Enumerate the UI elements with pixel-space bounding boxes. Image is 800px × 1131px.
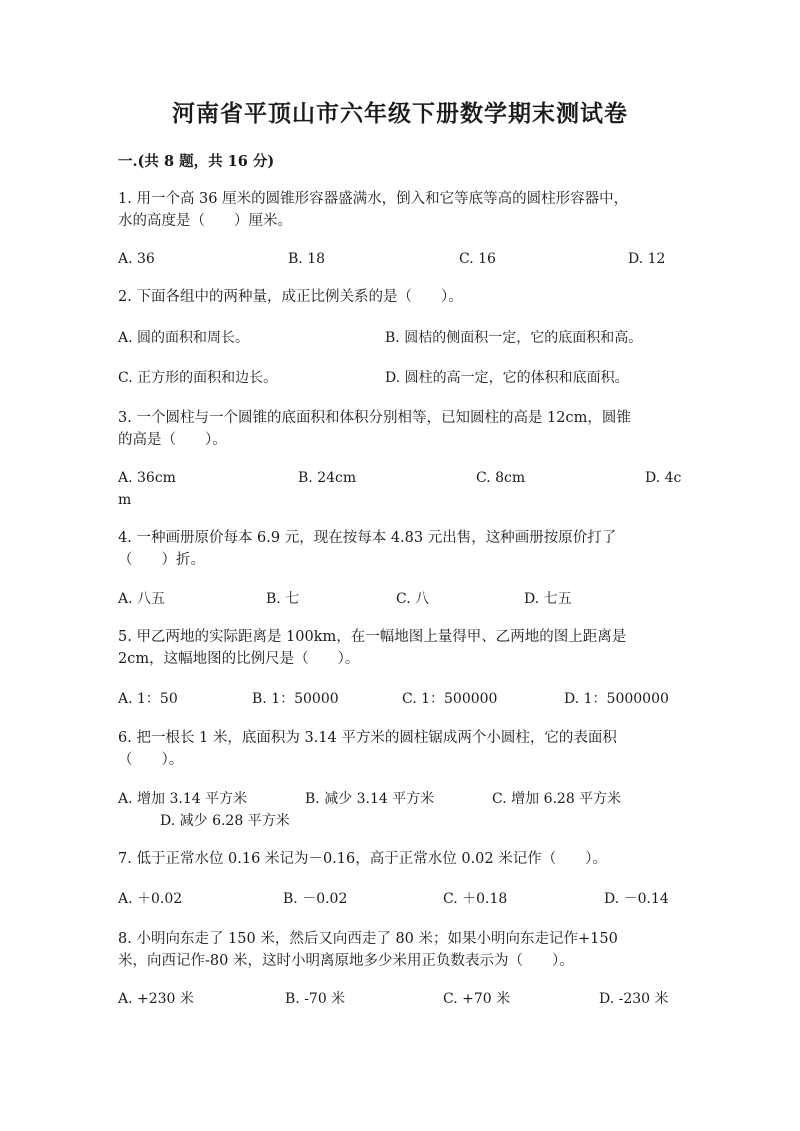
question-3	[118, 407, 688, 451]
question-8	[118, 928, 688, 972]
question-text-line: 8. 小明向东走了 150 米，然后又向西走了 80 米；如果小明向东走记作+150	[118, 931, 618, 947]
question-text-line: 3. 一个圆柱与一个圆锥的底面积和体积分别相等，已知圆柱的高是 12cm，圆锥	[118, 410, 631, 426]
question-2	[118, 286, 688, 308]
option-c: C. +70 米	[443, 991, 511, 1007]
option-a: A. 八五	[118, 591, 166, 607]
section-heading: 一.(共 8 题，共 16 分)	[118, 153, 275, 170]
page-title: 河南省平顶山市六年级下册数学期末测试卷	[172, 100, 628, 127]
question-text-line: （ ）折。	[118, 552, 205, 568]
question-text-line: 水的高度是（ ）厘米。	[118, 213, 292, 229]
option-d: D. 圆柱的高一定，它的体积和底面积。	[385, 370, 629, 386]
question-4	[118, 527, 688, 571]
option-a: A. 圆的面积和周长。	[118, 330, 250, 346]
option-d: D. 七五	[524, 591, 572, 607]
question-6	[118, 727, 688, 771]
option-b: B. 1：50000	[252, 691, 339, 707]
option-b: B. 减少 3.14 平方米	[305, 791, 435, 807]
option-b: B. 24cm	[298, 470, 357, 486]
question-text-line: 1. 用一个高 36 厘米的圆锥形容器盛满水，倒入和它等底等高的圆柱形容器中，	[118, 191, 629, 207]
option-c: C. 增加 6.28 平方米	[492, 791, 622, 807]
option-a: A. +230 米	[118, 991, 194, 1007]
option-d: D. 4c	[645, 470, 682, 486]
question-1	[118, 188, 688, 232]
option-c: C. 16	[459, 251, 496, 267]
question-text-line: 的高是（ ）。	[118, 432, 227, 448]
option-c: C. ＋0.18	[443, 891, 508, 907]
option-b: B. －0.02	[283, 891, 348, 907]
option-c: C. 8cm	[476, 470, 526, 486]
question-7	[118, 848, 688, 870]
question-text-line: 2cm，这幅地图的比例尺是（ ）。	[118, 651, 360, 667]
option-c: C. 1：500000	[402, 691, 498, 707]
option-b: B. 圆桔的侧面积一定，它的底面积和高。	[385, 330, 643, 346]
option-b: B. 七	[266, 591, 300, 607]
option-a: A. 36	[118, 251, 155, 267]
option-d: D. 1：5000000	[564, 691, 669, 707]
question-text-line: （ ）。	[118, 752, 184, 768]
option-a: A. ＋0.02	[118, 891, 183, 907]
question-text-line: 4. 一种画册原价每本 6.9 元，现在按每本 4.83 元出售，这种画册按原价打了	[118, 530, 617, 546]
option-d-wrap: m	[118, 492, 132, 508]
option-d: D. －0.14	[604, 891, 669, 907]
option-d: D. 12	[628, 251, 666, 267]
option-d: D. 减少 6.28 平方米	[160, 813, 290, 829]
question-5	[118, 626, 688, 670]
question-text-line: 6. 把一根长 1 米，底面积为 3.14 平方米的圆柱锯成两个小圆柱，它的表面积	[118, 730, 617, 746]
option-c: C. 正方形的面积和边长。	[118, 370, 278, 386]
option-b: B. 18	[288, 251, 326, 267]
option-a: A. 增加 3.14 平方米	[118, 791, 248, 807]
question-text-line: 米，向西记作-80 米，这时小明离原地多少米用正负数表示为（ ）。	[118, 953, 574, 969]
option-a: A. 1：50	[118, 691, 178, 707]
option-c: C. 八	[396, 591, 430, 607]
question-text-line: 5. 甲乙两地的实际距离是 100km，在一幅地图上量得甲、乙两地的图上距离是	[118, 629, 627, 645]
option-a: A. 36cm	[118, 470, 176, 486]
question-text-line: 7. 低于正常水位 0.16 米记为－0.16，高于正常水位 0.02 米记作（ ）。	[118, 851, 607, 867]
question-text-line: 2. 下面各组中的两种量，成正比例关系的是（ ）。	[118, 289, 463, 305]
option-d: D. -230 米	[599, 991, 669, 1007]
option-b: B. -70 米	[285, 991, 346, 1007]
